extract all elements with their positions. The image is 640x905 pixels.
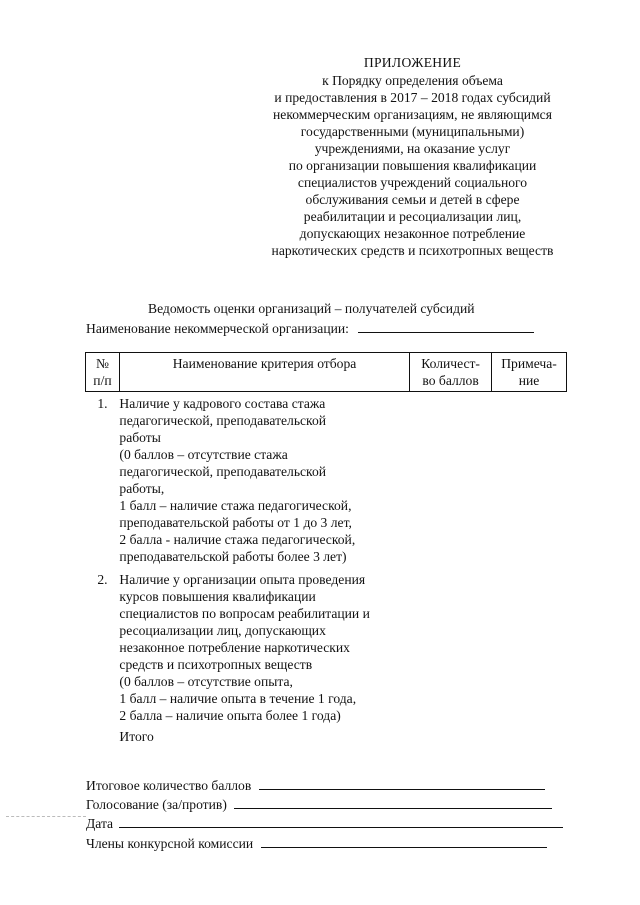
criterion-line: специалистов по вопросам реабилитации и [119, 606, 370, 621]
table-row [86, 565, 567, 724]
criterion-line: 1 балл – наличие стажа педагогической, [119, 498, 352, 513]
appendix-line: учреждениями, на оказание услуг [314, 141, 511, 156]
voting-field[interactable] [234, 796, 552, 809]
table-header-row [86, 353, 567, 392]
appendix-line: обслуживания семьи и детей в сфере [305, 192, 520, 207]
date-label: Дата [86, 816, 114, 831]
appendix-line: реабилитации и ресоциализации лиц, [303, 209, 522, 224]
total-score-field[interactable] [259, 777, 545, 790]
appendix-title: ПРИЛОЖЕНИЕ [363, 55, 462, 70]
header-score-line: во баллов [422, 373, 479, 388]
criterion-line: работы, [119, 481, 165, 496]
appendix-header [250, 54, 575, 259]
org-name-label: Наименование некоммерческой организации: [86, 321, 349, 336]
criterion-line: средств и психотропных веществ [119, 657, 313, 672]
header-note-line: Примеча- [501, 356, 557, 371]
header-num [86, 353, 120, 392]
header-score [410, 353, 492, 392]
criterion-text [119, 392, 409, 566]
appendix-line: по организации повышения квалификации [288, 158, 537, 173]
criterion-line: Наличие у организации опыта проведения [119, 572, 366, 587]
members-field[interactable] [261, 835, 547, 848]
total-num-cell [86, 724, 120, 745]
sheet-title: Ведомость оценки организаций – получателей субсидий [148, 301, 475, 316]
criterion-line: преподавательской работы от 1 до 3 лет, [119, 515, 352, 530]
criterion-text [119, 565, 409, 724]
note-cell[interactable] [492, 565, 567, 724]
criterion-line: работы [119, 430, 161, 445]
date-field[interactable] [119, 815, 563, 828]
voting-line [86, 796, 552, 813]
row-num: 2. [97, 572, 108, 587]
appendix-line: и предоставления в 2017 – 2018 годах субсидий [274, 90, 551, 105]
org-name-line [86, 320, 534, 337]
criterion-line: Наличие у кадрового состава стажа [119, 396, 326, 411]
members-label: Члены конкурсной комиссии [86, 836, 254, 851]
criterion-line: педагогической, преподавательской [119, 413, 327, 428]
org-name-field[interactable] [358, 320, 534, 333]
criterion-line: 2 балла – наличие опыта более 1 года) [119, 708, 341, 723]
row-num: 1. [97, 396, 108, 411]
appendix-line: к Порядку определения объема [322, 73, 503, 88]
total-score-cell[interactable] [410, 724, 492, 745]
criteria-table [85, 352, 567, 745]
score-cell[interactable] [410, 565, 492, 724]
criterion-line: курсов повышения квалификации [119, 589, 316, 604]
criterion-line: ресоциализации лиц, допускающих [119, 623, 326, 638]
table-row [86, 392, 567, 566]
criterion-line: 1 балл – наличие опыта в течение 1 года, [119, 691, 357, 706]
scan-artifact-line [6, 816, 86, 817]
criterion-line: 2 балла - наличие стажа педагогической, [119, 532, 356, 547]
total-score-label: Итоговое количество баллов [86, 778, 252, 793]
header-note-line: ние [518, 373, 540, 388]
criterion-line: (0 баллов – отсутствие стажа [119, 447, 288, 462]
table-row-total [86, 724, 567, 745]
appendix-line: специалистов учреждений социального [297, 175, 528, 190]
appendix-line: наркотических средств и психотропных веществ [271, 243, 554, 258]
note-cell[interactable] [492, 392, 567, 566]
appendix-line: допускающих незаконное потребление [299, 226, 526, 241]
total-note-cell[interactable] [492, 724, 567, 745]
header-note [492, 353, 567, 392]
header-num-line: № [95, 356, 109, 371]
appendix-line: государственными (муниципальными) [300, 124, 525, 139]
total-score-line [86, 777, 545, 794]
voting-label: Голосование (за/против) [86, 797, 227, 812]
criterion-line: педагогической, преподавательской [119, 464, 327, 479]
date-line [86, 815, 563, 832]
appendix-line: некоммерческим организациям, не являющимся [273, 107, 552, 122]
header-score-line: Количест- [421, 356, 480, 371]
score-cell[interactable] [410, 392, 492, 566]
criterion-line: незаконное потребление наркотических [119, 640, 350, 655]
total-label: Итого [119, 729, 154, 744]
header-num-line: п/п [93, 373, 112, 388]
header-criterion: Наименование критерия отбора [119, 353, 409, 392]
members-line [86, 835, 547, 852]
criterion-line: преподавательской работы более 3 лет) [119, 549, 347, 564]
criterion-line: (0 баллов – отсутствие опыта, [119, 674, 293, 689]
